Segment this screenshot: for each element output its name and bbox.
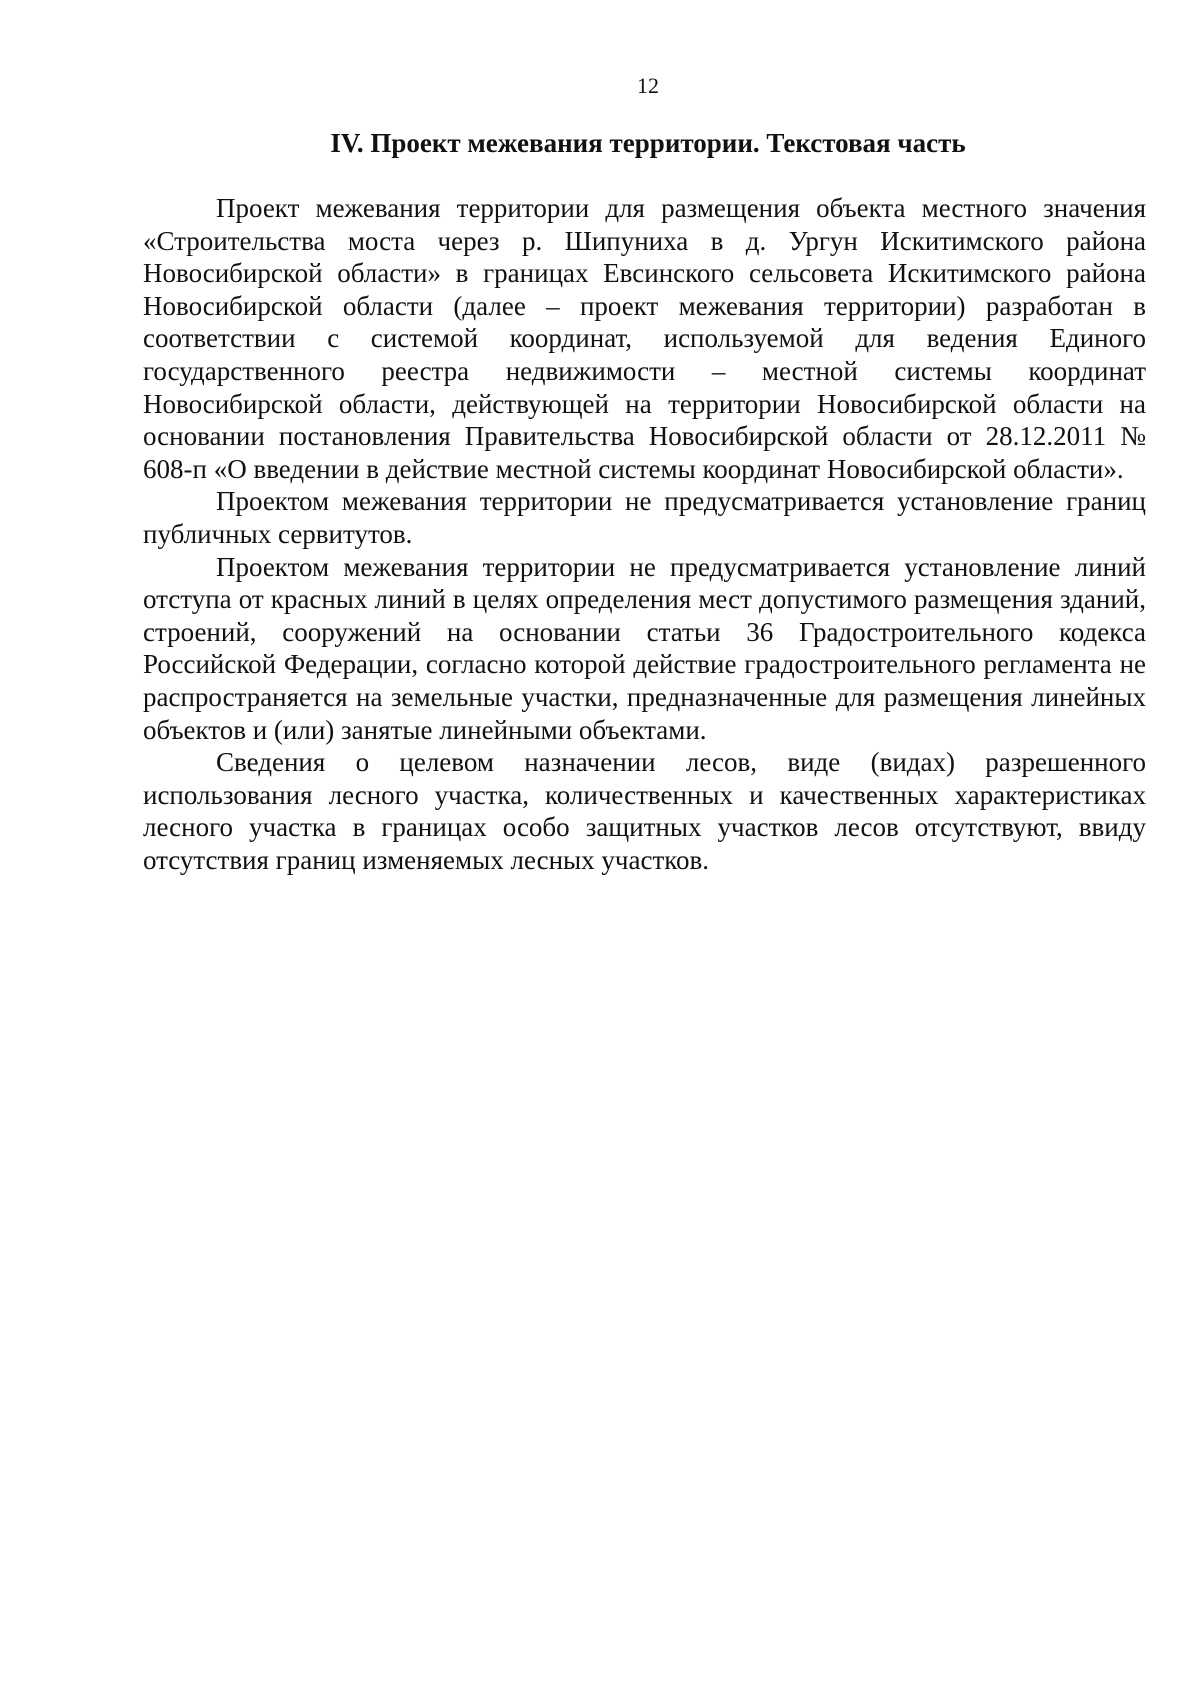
- page-number: 12: [637, 73, 659, 98]
- body-text: [143, 192, 1146, 876]
- paragraph-coordinate-system: Проект межевания территории для размещения объекта местного значения «Строительства моста через р. Шипуниха в д. Ургун Искитимского района Новосибирской области» в границах Евсинского сельсовета Искитимского района Новосибирской области (далее – проект межевания территории) разработан в соответствии с системой координат, используемой для ведения Единого государственного реестра недвижимости – местной системы координат Новосибирской области, действующей на территории Новосибирской области на основании постановления Правительства Новосибирской области от 28.12.2011 № 608-п «О введении в действие местной системы координат Новосибирской области».: [143, 193, 1146, 484]
- paragraph-forest-info: Сведения о целевом назначении лесов, виде (видах) разрешенного использования лесного участка, количественных и качественных характеристиках лесного участка в границах особо защитных участков лесов отсутствуют, ввиду отсутствия границ изменяемых лесных участков.: [143, 747, 1146, 875]
- paragraph-public-servitudes: Проектом межевания территории не предусматривается установление границ публичных сервитутов.: [143, 486, 1146, 549]
- paragraph-red-lines: Проектом межевания территории не предусматривается установление линий отступа от красных линий в целях определения мест допустимого размещения зданий, строений, сооружений на основании статьи 36 Градостроительного кодекса Российской Федерации, согласно которой действие градостроительного регламента не распространяется на земельные участки, предназначенные для размещения линейных объектов и (или) занятые линейными объектами.: [143, 551, 1146, 745]
- section-title: IV. Проект межевания территории. Текстовая часть: [330, 128, 966, 158]
